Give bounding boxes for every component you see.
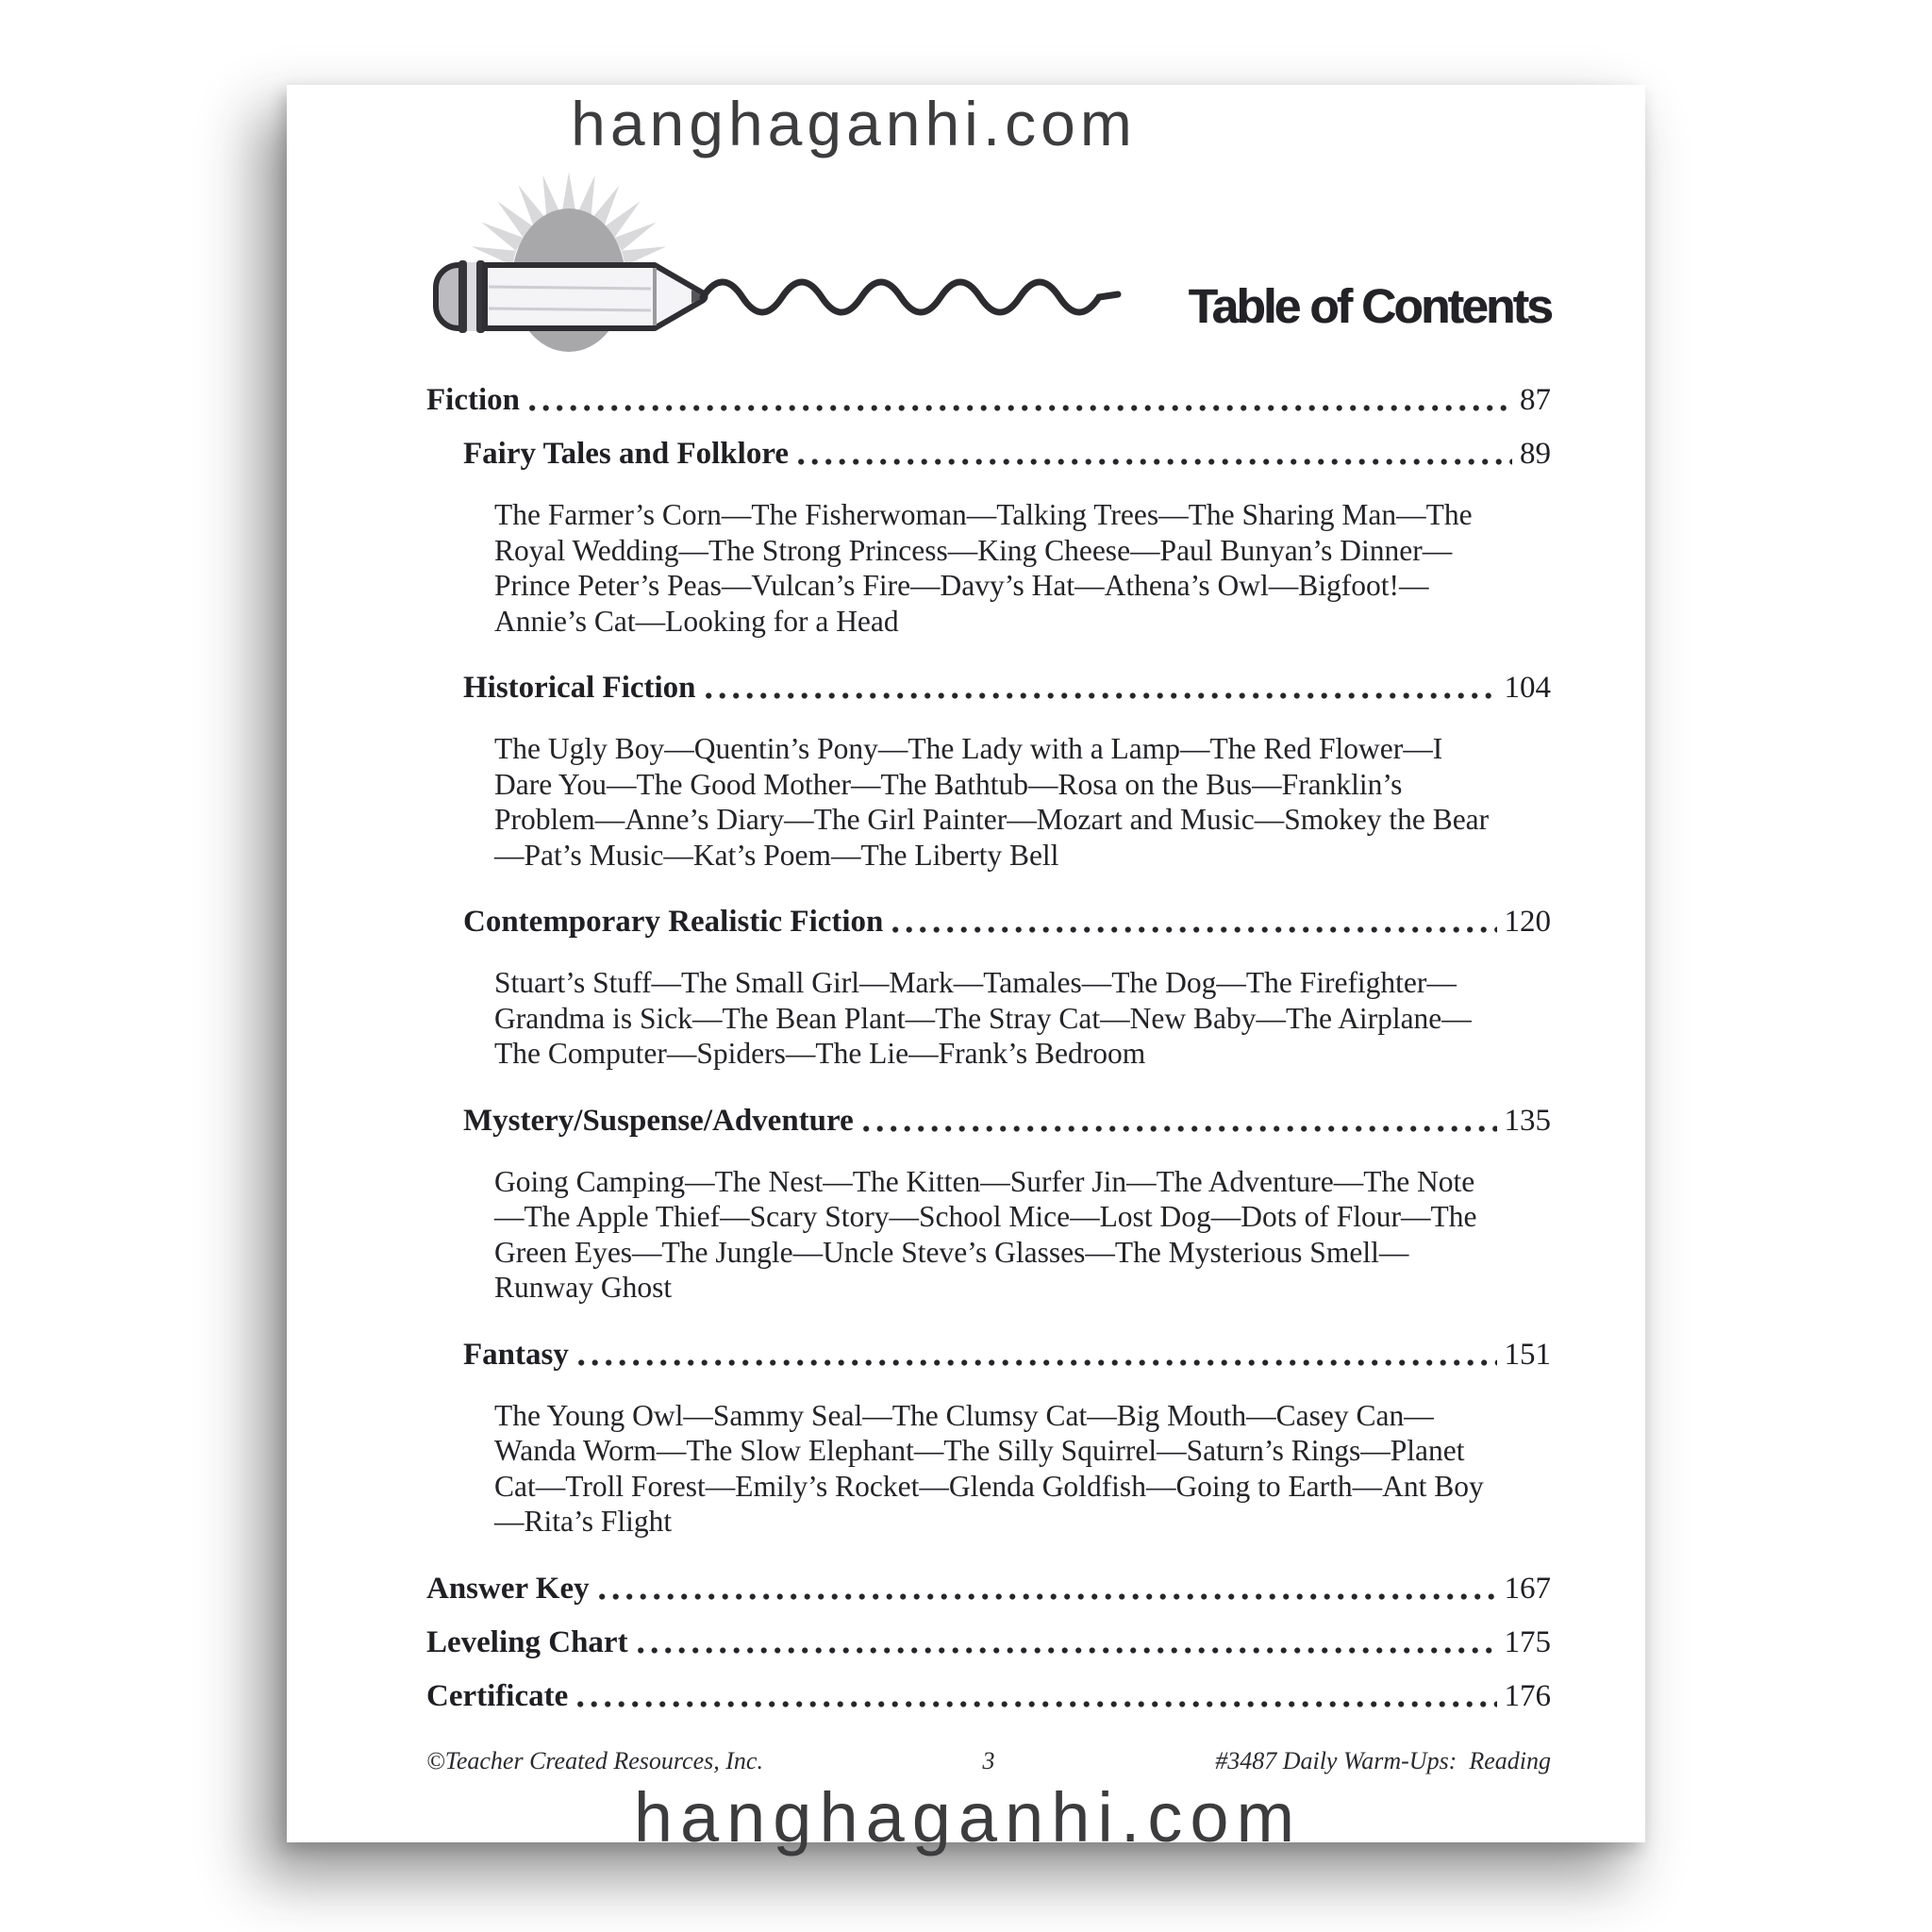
toc-leader-dots — [892, 926, 1496, 933]
toc-entry-label: Mystery/Suspense/Adventure — [463, 1103, 854, 1138]
toc-row — [426, 1335, 1551, 1374]
toc-leader-dots — [798, 458, 1512, 465]
toc-entry-page: 167 — [1504, 1571, 1551, 1606]
toc-row — [426, 1676, 1551, 1716]
book-page — [287, 85, 1645, 1842]
toc-entry-page: 104 — [1504, 671, 1551, 705]
toc-row — [426, 434, 1551, 474]
toc-row — [426, 668, 1551, 708]
toc-leader-dots — [578, 1359, 1497, 1366]
watermark-bottom: hanghaganhi.com — [633, 1778, 1303, 1857]
toc-entry-page: 175 — [1504, 1624, 1551, 1659]
toc-entry-page: 87 — [1520, 383, 1551, 417]
toc-entry-label: Historical Fiction — [463, 671, 696, 705]
toc-row — [426, 380, 1551, 420]
toc-leader-dots — [638, 1647, 1497, 1654]
toc-entry-page: 89 — [1520, 437, 1551, 471]
pencil-icon — [436, 260, 706, 333]
toc-row — [426, 1623, 1551, 1662]
toc-stories: The Ugly Boy—Quentin’s Pony—The Lady with a Lamp—The Red Flower—I Dare You—The Good Mother—The Bathtub—Rosa on the Bus—Franklin’s Problem—Anne’s Diary—The Girl Painter—Mozart and Music—Smokey the Bear—Pat’s Music—Kat’s Poem—The Liberty Bell — [494, 732, 1490, 872]
toc-leader-dots — [863, 1125, 1497, 1132]
toc-entry-page: 135 — [1504, 1103, 1551, 1138]
toc-entry-label: Fantasy — [463, 1337, 569, 1372]
toc-entry-label: Fiction — [426, 383, 520, 417]
toc-leader-dots — [529, 405, 1512, 411]
page-header — [287, 85, 1645, 368]
toc-stories: Going Camping—The Nest—The Kitten—Surfer Jin—The Adventure—The Note—The Apple Thief—Scary Story—School Mice—Lost Dog—Dots of Flour—The Green Eyes—The Jungle—Uncle Steve’s Glasses—The Mysterious Smell—Runway Ghost — [494, 1164, 1477, 1304]
toc-row — [426, 902, 1551, 941]
toc-row — [426, 1101, 1551, 1141]
toc-entry-label: Contemporary Realistic Fiction — [463, 905, 884, 939]
toc-stories: The Young Owl—Sammy Seal—The Clumsy Cat—Big Mouth—Casey Can—Wanda Worm—The Slow Elephant—The Silly Squirrel—Saturn’s Rings—Planet Cat—Troll Forest—Emily’s Rocket—Glenda Goldfish—Going to Earth—Ant Boy—Rita’s Flight — [494, 1398, 1484, 1538]
footer-book-title: #3487 Daily Warm-Ups: Reading — [1215, 1747, 1551, 1774]
toc-entry-label: Answer Key — [426, 1571, 590, 1606]
toc-entry-page: 120 — [1504, 905, 1551, 939]
footer-page-number: 3 — [982, 1747, 995, 1774]
page-footer — [426, 1747, 1551, 1775]
toc-stories: Stuart’s Stuff—The Small Girl—Mark—Tamales—The Dog—The Firefighter—Grandma is Sick—The Bean Plant—The Stray Cat—New Baby—The Airplane—The Computer—Spiders—The Lie—Frank’s Bedroom — [494, 966, 1472, 1070]
toc-list — [426, 380, 1551, 1716]
toc-stories: The Farmer’s Corn—The Fisherwoman—Talking Trees—The Sharing Man—The Royal Wedding—The Strong Princess—King Cheese—Paul Bunyan’s Dinner—Prince Peter’s Peas—Vulcan’s Fire—Davy’s Hat—Athena’s Owl—Bigfoot!—Annie’s Cat—Looking for a Head — [494, 498, 1473, 638]
footer-copyright: ©Teacher Created Resources, Inc. — [426, 1747, 763, 1774]
toc-entry-page: 176 — [1504, 1678, 1551, 1713]
toc-leader-dots — [706, 692, 1497, 699]
toc-leader-dots — [599, 1593, 1497, 1600]
squiggle-line — [703, 282, 1118, 312]
toc-row — [426, 1569, 1551, 1608]
toc-leader-dots — [577, 1701, 1496, 1707]
watermark-top: hanghaganhi.com — [571, 89, 1137, 158]
toc-entry-page: 151 — [1504, 1337, 1551, 1372]
toc-entry-label: Fairy Tales and Folklore — [463, 437, 790, 471]
toc-entry-label: Leveling Chart — [426, 1624, 628, 1659]
page-title: Table of Contents — [1188, 279, 1551, 333]
toc-entry-label: Certificate — [426, 1678, 569, 1713]
